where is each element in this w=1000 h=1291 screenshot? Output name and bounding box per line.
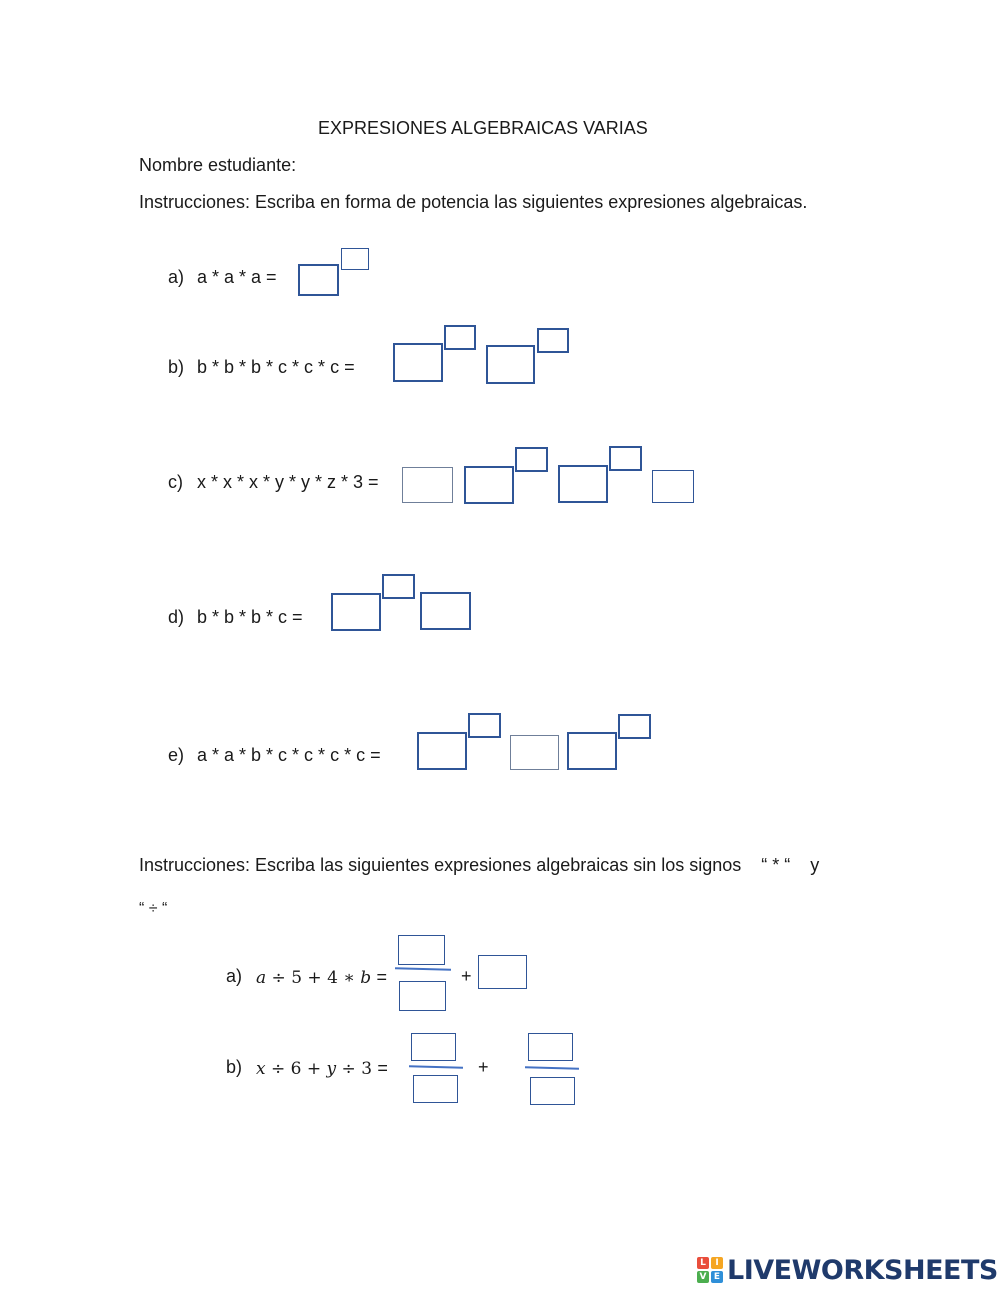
item-c-label: c) [168, 472, 183, 492]
liveworksheets-logo [697, 1254, 998, 1286]
answer-b-exponent-1[interactable] [444, 325, 476, 350]
instructions-no-signs-line2: “ ÷ “ [139, 900, 168, 917]
frac-a-operator-1: ÷ 5 + 4 ∗ [271, 968, 355, 988]
item-b-label: b) [168, 357, 185, 377]
frac-a-plus-sign: + [461, 966, 472, 986]
logo-tiles-icon [697, 1257, 723, 1283]
frac-b-operator-2: ÷ 3 [341, 1059, 373, 1079]
item-c-expression: x * x * x * y * y * z * 3 = [197, 472, 379, 492]
answer-e-exponent-3[interactable] [618, 714, 651, 739]
answer-e-exponent-1[interactable] [468, 713, 501, 738]
answer-c-coefficient[interactable] [402, 467, 453, 503]
logo-tile-i: I [711, 1257, 723, 1269]
answer-d-exponent-1[interactable] [382, 574, 415, 599]
frac-item-a-expression [256, 966, 387, 989]
item-e-expression: a * a * b * c * c * c * c = [197, 745, 381, 765]
frac-item-a-label: a) [226, 966, 243, 986]
frac-a-denominator[interactable] [399, 981, 446, 1011]
answer-e-base-3[interactable] [567, 732, 617, 770]
answer-a-exponent[interactable] [341, 248, 369, 270]
item-a-label: a) [168, 267, 185, 287]
answer-e-base-1[interactable] [417, 732, 467, 770]
page-title: EXPRESIONES ALGEBRAICAS VARIAS [318, 118, 648, 138]
frac-b-fraction-bar-2 [525, 1066, 579, 1069]
logo-tile-v: V [697, 1271, 709, 1283]
frac-b-denominator-2[interactable] [530, 1077, 575, 1105]
frac-item-b-label: b) [226, 1057, 243, 1077]
answer-b-base-2[interactable] [486, 345, 535, 384]
answer-c-exponent-2[interactable] [609, 446, 642, 471]
logo-tile-l: L [697, 1257, 709, 1269]
item-d-expression: b * b * b * c = [197, 607, 303, 627]
answer-a-base[interactable] [298, 264, 339, 296]
answer-d-base-2[interactable] [420, 592, 471, 630]
frac-b-fraction-bar-1 [409, 1065, 463, 1068]
item-b-expression: b * b * b * c * c * c = [197, 357, 355, 377]
instructions-no-signs-line1: Instrucciones: Escriba las siguientes expresiones algebraicas sin los signos “ * “ y [139, 855, 820, 875]
item-d-label: d) [168, 607, 185, 627]
logo-tile-e: E [711, 1271, 723, 1283]
frac-a-numerator[interactable] [398, 935, 445, 965]
logo-text: LIVEWORKSHEETS [727, 1254, 998, 1286]
frac-b-operator-1: ÷ 6 + [271, 1059, 322, 1079]
frac-a-var-1: a [256, 968, 267, 988]
frac-b-var-2: y [326, 1059, 337, 1079]
item-a-expression: a * a * a = [197, 267, 277, 287]
instructions-powers: Instrucciones: Escriba en forma de potencia las siguientes expresiones algebraicas. [139, 192, 808, 212]
answer-c-base-1[interactable] [464, 466, 514, 504]
frac-b-denominator-1[interactable] [413, 1075, 458, 1103]
frac-b-numerator-1[interactable] [411, 1033, 456, 1061]
answer-c-exponent-1[interactable] [515, 447, 548, 472]
answer-c-base-3[interactable] [652, 470, 694, 503]
frac-a-addend[interactable] [478, 955, 527, 989]
answer-b-base-1[interactable] [393, 343, 443, 382]
frac-a-var-2: b [360, 968, 372, 988]
answer-e-base-2[interactable] [510, 735, 559, 770]
item-e-label: e) [168, 745, 185, 765]
frac-b-plus-sign: + [478, 1057, 489, 1077]
frac-b-numerator-2[interactable] [528, 1033, 573, 1061]
answer-c-base-2[interactable] [558, 465, 608, 503]
frac-a-fraction-bar [395, 967, 451, 970]
answer-b-exponent-2[interactable] [537, 328, 569, 353]
frac-item-b-expression [256, 1057, 388, 1080]
frac-a-equals: = [376, 967, 388, 987]
answer-d-base-1[interactable] [331, 593, 381, 631]
frac-b-equals: = [377, 1058, 388, 1078]
student-name-label: Nombre estudiante: [139, 155, 297, 175]
frac-b-var-1: x [256, 1059, 266, 1079]
